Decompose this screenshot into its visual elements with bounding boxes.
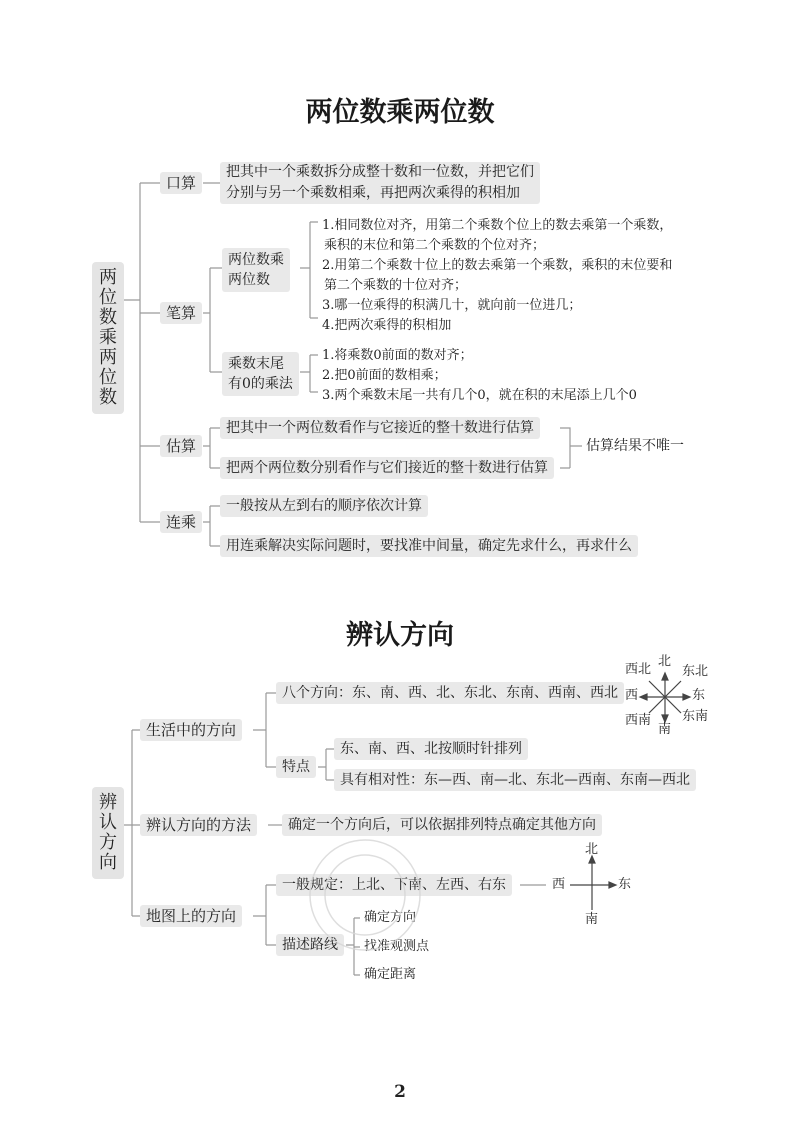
feature-item: 具有相对性：东—西、南—北、东北—西南、东南—西北 bbox=[334, 769, 696, 791]
route-item: 确定距离 bbox=[364, 967, 417, 982]
label-line: 有0的乘法 bbox=[228, 376, 293, 392]
continuous-item: 用连乘解决实际问题时，要找准中间量，确定先求什么，再求什么 bbox=[220, 535, 638, 557]
root-node-directions bbox=[92, 787, 124, 879]
watermark-stamp-icon bbox=[290, 830, 440, 960]
section-title-multiplication: 两位数乘两位数 bbox=[305, 97, 495, 128]
compass-label-north: 北 bbox=[658, 654, 672, 669]
feature-item: 东、南、西、北按顺时针排列 bbox=[334, 738, 528, 760]
step-line: 2.用第二个乘数十位上的数去乘第一个乘数，乘积的末位要和 bbox=[322, 258, 673, 273]
eight-directions: 八个方向：东、南、西、北、东北、东南、西南、西北 bbox=[276, 682, 624, 704]
estimation-item: 把其中一个两位数看作与它接近的整十数进行估算 bbox=[220, 417, 540, 439]
node-continuous-mult: 连乘 bbox=[160, 511, 202, 533]
compass-label-southeast: 东南 bbox=[682, 709, 709, 724]
two-digit-steps bbox=[322, 216, 672, 336]
compass4-label-north: 北 bbox=[585, 842, 599, 857]
oral-calc-description bbox=[220, 162, 540, 204]
compass-label-east: 东 bbox=[692, 688, 706, 703]
section-title-directions: 辨认方向 bbox=[346, 620, 454, 651]
root-char: 两 bbox=[99, 267, 117, 288]
root-char: 方 bbox=[99, 832, 117, 853]
compass-label-west: 西 bbox=[625, 688, 639, 703]
route-item: 确定方向 bbox=[364, 910, 417, 925]
compass-label-south: 南 bbox=[658, 722, 672, 737]
step-line: 3.两个乘数末尾一共有几个0，就在积的末尾添上几个0 bbox=[322, 388, 637, 403]
oral-line: 把其中一个乘数拆分成整十数和一位数，并把它们 bbox=[226, 164, 534, 180]
node-direction-method: 辨认方向的方法 bbox=[140, 814, 257, 836]
node-life-directions: 生活中的方向 bbox=[140, 719, 242, 741]
step-line: 3.哪一位乘得的积满几十，就向前一位进几； bbox=[322, 298, 582, 313]
label-line: 乘数末尾 bbox=[228, 356, 284, 372]
compass4-label-south: 南 bbox=[585, 912, 599, 927]
root-char: 两 bbox=[99, 347, 117, 368]
label-line: 两位数 bbox=[228, 272, 270, 288]
root-char: 乘 bbox=[99, 327, 117, 348]
node-features: 特点 bbox=[276, 756, 316, 778]
root-node-multiplication bbox=[92, 262, 124, 414]
label-line: 两位数乘 bbox=[228, 252, 284, 268]
root-char: 认 bbox=[99, 812, 117, 833]
node-written-calc: 笔算 bbox=[160, 302, 202, 324]
trailing-zero-steps bbox=[322, 346, 637, 406]
step-line: 第二个乘数的十位对齐； bbox=[324, 278, 468, 293]
node-describe-route: 描述路线 bbox=[276, 934, 344, 956]
root-char: 位 bbox=[99, 367, 117, 388]
node-two-digit-mult bbox=[222, 248, 290, 292]
estimation-item: 把两个两位数分别看作与它们接近的整十数进行估算 bbox=[220, 457, 554, 479]
compass-4-icon bbox=[570, 856, 616, 910]
compass-label-northwest: 西北 bbox=[625, 662, 652, 677]
step-line: 1.将乘数0前面的数对齐； bbox=[322, 348, 473, 363]
step-line: 乘积的末位和第二个乘数的个位对齐； bbox=[324, 238, 546, 253]
step-line: 1.相同数位对齐，用第二个乘数个位上的数去乘第一个乘数， bbox=[322, 218, 673, 233]
page-number: 2 bbox=[394, 1082, 406, 1102]
compass-label-northeast: 东北 bbox=[682, 664, 709, 679]
step-line: 4.把两次乘得的积相加 bbox=[322, 318, 452, 333]
method-description: 确定一个方向后，可以依据排列特点确定其他方向 bbox=[282, 814, 602, 836]
node-map-directions: 地图上的方向 bbox=[140, 905, 242, 927]
root-char: 数 bbox=[99, 307, 117, 328]
step-line: 2.把0前面的数相乘； bbox=[322, 368, 447, 383]
node-estimation: 估算 bbox=[160, 435, 202, 457]
estimation-note: 估算结果不唯一 bbox=[586, 438, 684, 454]
node-trailing-zero-mult bbox=[222, 352, 299, 396]
map-general-rule: 一般规定：上北、下南、左西、右东 bbox=[276, 874, 512, 896]
compass-label-southwest: 西南 bbox=[625, 713, 652, 728]
root-char: 辨 bbox=[99, 792, 117, 813]
continuous-item: 一般按从左到右的顺序依次计算 bbox=[220, 495, 428, 517]
node-oral-calc: 口算 bbox=[160, 172, 202, 194]
compass4-label-west: 西 bbox=[552, 877, 566, 892]
root-char: 数 bbox=[99, 387, 117, 408]
root-char: 位 bbox=[99, 287, 117, 308]
oral-line: 分别与另一个乘数相乘，再把两次乘得的积相加 bbox=[226, 185, 520, 201]
route-item: 找准观测点 bbox=[364, 939, 430, 954]
compass4-label-east: 东 bbox=[618, 877, 632, 892]
root-char: 向 bbox=[99, 852, 117, 873]
